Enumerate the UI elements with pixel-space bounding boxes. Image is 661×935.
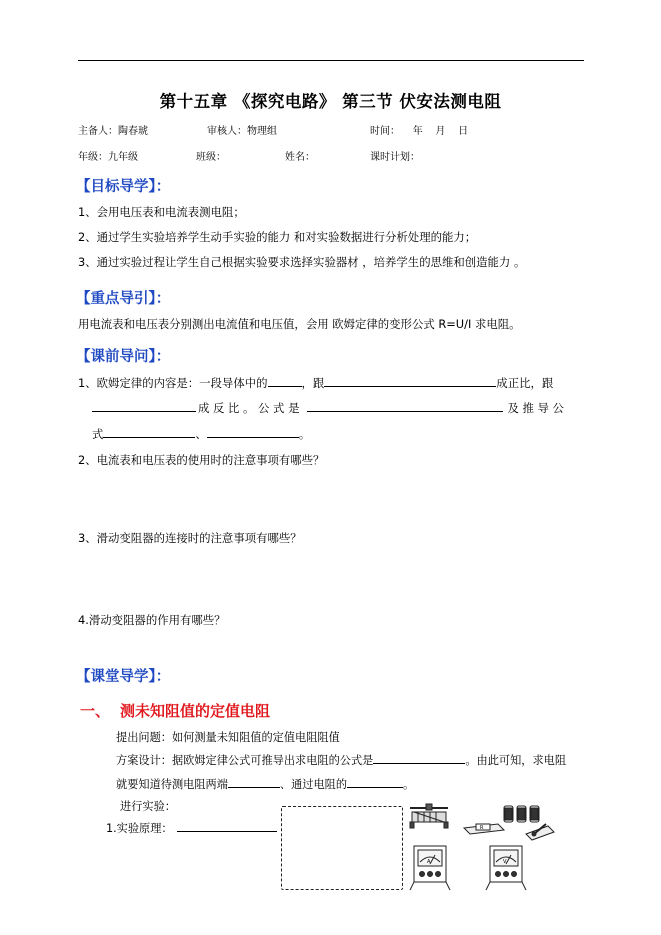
page-title: 第十五章 《探究电路》 第三节 伏安法测电阻: [159, 92, 502, 111]
blank-input[interactable]: [177, 820, 277, 832]
pre-q1-text-c: 成正比，跟: [496, 376, 554, 390]
svg-text:R: R: [480, 825, 484, 831]
design-text-b: 。由此可知，求电阻: [465, 754, 567, 767]
blank-input[interactable]: [324, 375, 496, 387]
ammeter-icon: [410, 846, 450, 890]
design-text-a: 方案设计：据欧姆定律公式可推导出求电阻的公式是: [116, 754, 374, 767]
key-heading: 【重点导引】：: [76, 291, 171, 307]
meta-grade: 年级：九年级: [78, 152, 138, 163]
experiment-label: 进行实验：: [120, 800, 176, 813]
resistor-icon: [464, 824, 504, 834]
need-text-a: 就要知道待测电阻两端: [116, 778, 228, 791]
key-text: 用电流表和电压表分别测出电流值和电压值，会用 欧姆定律的变形公式 R=U/I 求电阻。: [78, 317, 521, 331]
equipment-illustration: [408, 800, 558, 895]
need-line: [116, 776, 414, 792]
pre-q4: 4.滑动变阻器的作用有哪些？: [78, 613, 226, 627]
blank-input[interactable]: [103, 426, 195, 438]
pre-q1-line1: [78, 375, 553, 391]
pre-q1-text-f: 式: [92, 427, 104, 441]
part-title: 测未知阻值的定值电阻: [120, 702, 271, 720]
blank-input[interactable]: [268, 375, 302, 387]
pre-q1-line2: [92, 400, 564, 416]
meta-preparer: 主备人：陶春琥: [78, 126, 148, 137]
header-rule: [78, 60, 584, 61]
principle-line: [106, 820, 277, 836]
meta-class: 班级：: [196, 152, 226, 163]
goal-item: 3、通过实验过程让学生自己根据实验要求选择实验器材 ，培养学生的思维和创造能力 。: [78, 255, 526, 269]
pre-q1-text-a: 1、欧姆定律的内容是：一段导体中的: [78, 376, 268, 390]
pre-q1-text-g: 、: [195, 427, 207, 441]
blank-input[interactable]: [207, 426, 299, 438]
battery-icon: [504, 806, 539, 822]
blank-input[interactable]: [373, 752, 465, 764]
switch-icon: [526, 824, 554, 840]
meta-reviewer: 审核人：物理组: [207, 126, 277, 137]
pre-q1-text-d: 成 反 比 。 公 式 是: [198, 401, 300, 415]
meta-plan: 课时计划：: [370, 152, 420, 163]
svg-text:A: A: [427, 859, 431, 865]
svg-text:V: V: [503, 859, 507, 865]
part-number: 一、: [80, 702, 111, 720]
voltmeter-icon: [486, 846, 526, 890]
design-line: [116, 752, 566, 768]
pre-q1-line3: [92, 426, 310, 442]
blank-input[interactable]: [307, 400, 503, 412]
blank-input[interactable]: [92, 400, 196, 412]
blank-input[interactable]: [228, 776, 280, 788]
rheostat-icon: [410, 804, 448, 828]
pre-q1-text-b: ，跟: [301, 376, 325, 390]
pre-q1-text-e: 及 推 导 公: [507, 401, 564, 415]
pre-heading: 【课前导问】：: [76, 349, 171, 365]
class-heading: 【课堂导学】：: [76, 669, 171, 685]
meta-time: 时间： 年 月 日: [370, 126, 469, 137]
pre-q2: 2、电流表和电压表的使用时的注意事项有哪些？: [78, 453, 325, 467]
goal-item: 2、通过学生实验培养学生动手实验的能力 和对实验数据进行分析处理的能力；: [78, 230, 477, 244]
blank-input[interactable]: [347, 776, 403, 788]
meta-name: 姓名：: [285, 152, 315, 163]
goal-item: 1、会用电压表和电流表测电阻；: [78, 205, 245, 219]
need-text-b: 、通过电阻的: [279, 778, 348, 791]
need-text-c: 。: [403, 778, 415, 791]
question-text: 提出问题：如何测量未知阻值的定值电阻阻值: [116, 731, 340, 744]
pre-q3: 3、滑动变阻器的连接时的注意事项有哪些？: [78, 531, 302, 545]
circuit-diagram-box: [281, 806, 403, 890]
pre-q1-text-h: 。: [298, 427, 311, 441]
principle-label: 1.实验原理：: [106, 822, 173, 835]
goals-heading: 【目标导学】：: [76, 179, 171, 195]
